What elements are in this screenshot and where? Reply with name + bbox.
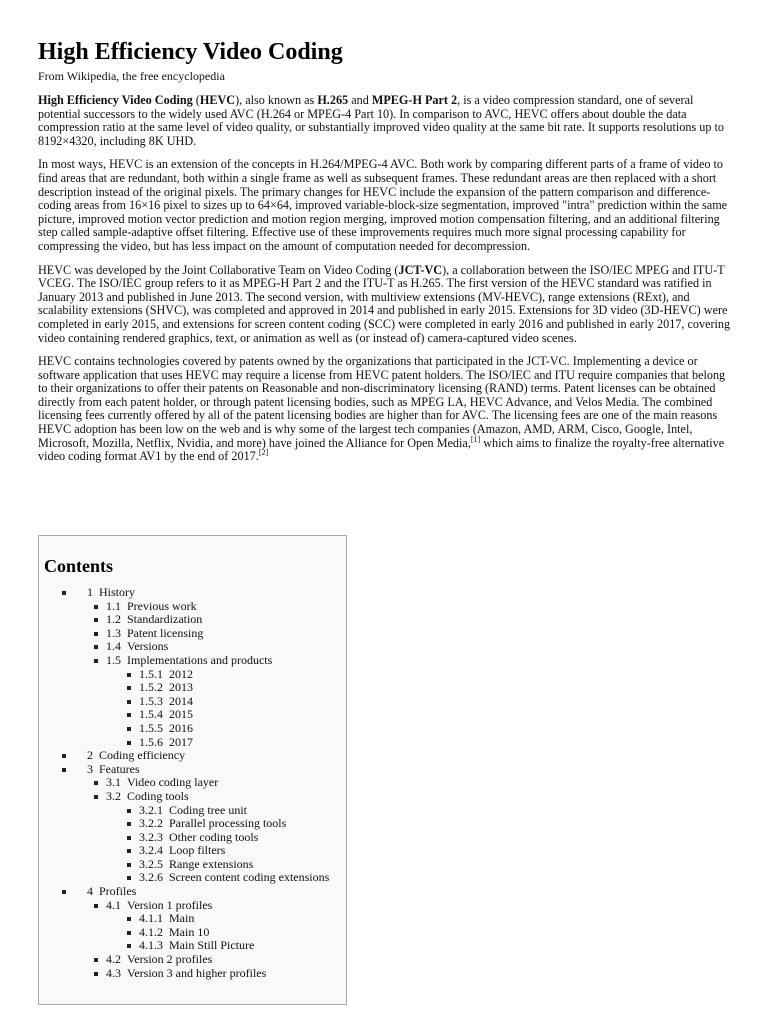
text: HEVC was developed by the Joint Collaborative Team on Video Coding (: [38, 262, 399, 277]
toc-item-number: 4: [87, 884, 93, 899]
toc-item-number: 3.2.4: [139, 843, 163, 858]
paragraph-patents: [38, 355, 732, 464]
toc-item-number: 1.5.1: [139, 666, 163, 681]
paragraph-intro: [38, 94, 732, 148]
toc-item-label: Main Still Picture: [169, 938, 255, 953]
toc-item[interactable]: [39, 708, 346, 722]
toc-item[interactable]: [39, 600, 346, 614]
toc-item-number: 3.2.6: [139, 870, 163, 885]
toc-item[interactable]: [39, 613, 346, 627]
toc-item-number: 1.5.2: [139, 680, 163, 695]
toc-item[interactable]: [39, 817, 346, 831]
toc-item[interactable]: [39, 831, 346, 845]
toc-list: [39, 586, 346, 980]
toc-item-label: Other coding tools: [169, 829, 259, 844]
toc-item-label: Profiles: [99, 884, 137, 899]
bold-term: H.265: [317, 93, 349, 107]
text: ), also known as: [235, 93, 318, 107]
toc-item[interactable]: [39, 736, 346, 750]
toc-item-label: Parallel processing tools: [169, 816, 287, 831]
toc-item-number: 1.3: [106, 625, 121, 640]
toc-item-label: Version 2 profiles: [127, 952, 213, 967]
bold-term: MPEG-H Part 2: [371, 93, 458, 107]
toc-item-number: 3.2.1: [139, 802, 163, 817]
toc-item-label: 2017: [169, 734, 193, 749]
toc-item-number: 1.5: [106, 652, 121, 667]
page-title: High Efficiency Video Coding: [38, 39, 343, 65]
toc-item[interactable]: [39, 695, 346, 709]
toc-item-number: 2: [87, 748, 93, 763]
toc-item[interactable]: [39, 885, 346, 899]
toc-item-label: Coding efficiency: [99, 748, 186, 763]
toc-item-number: 4.1: [106, 897, 121, 912]
toc-item-number: 3.2.5: [139, 856, 163, 871]
toc-item[interactable]: [39, 681, 346, 695]
toc-item-number: 1.5.6: [139, 734, 163, 749]
toc-item[interactable]: [39, 953, 346, 967]
toc-item-label: 2013: [169, 680, 193, 695]
toc-item-number: 3.2.2: [139, 816, 163, 831]
toc-item-label: Implementations and products: [127, 652, 273, 667]
toc-item-number: 3.1: [106, 775, 121, 790]
text: (: [192, 93, 200, 107]
toc-item-number: 1.1: [106, 598, 121, 613]
toc-heading: Contents: [44, 556, 114, 576]
toc-item[interactable]: [39, 871, 346, 885]
toc-item-label: Video coding layer: [127, 775, 219, 790]
toc-item[interactable]: [39, 640, 346, 654]
text: , is a video compression standard, one of several potential successors to the widely used AVC (H.264 or MPEG-4 Part 10). In comparison to AVC, HEVC offers about double the data compression ratio at the same level of video quality, or substantially improved video quality at the same bit rate. It supports resolutions up to 8192×4320, including 8K UHD.: [38, 93, 724, 148]
toc-item-number: 3.2: [106, 788, 121, 803]
toc-item-label: Coding tools: [127, 788, 189, 803]
tagline: From Wikipedia, the free encyclopedia: [38, 69, 225, 83]
bold-term: HEVC: [199, 93, 236, 107]
toc-item-label: 2012: [169, 666, 193, 681]
toc-item-label: Main: [169, 911, 195, 926]
toc-item[interactable]: [39, 749, 346, 763]
toc-item-label: Features: [99, 761, 140, 776]
toc-item[interactable]: [39, 912, 346, 926]
toc-item[interactable]: [39, 899, 346, 913]
toc-item-number: 4.1.2: [139, 924, 163, 939]
toc-item-label: Previous work: [127, 598, 197, 613]
toc-item-number: 3.2.3: [139, 829, 163, 844]
toc-item[interactable]: [39, 763, 346, 777]
toc-item-number: 3: [87, 761, 93, 776]
toc-item-number: 1.2: [106, 612, 121, 627]
toc-item-label: Patent licensing: [127, 625, 204, 640]
toc-item-label: Loop filters: [169, 843, 226, 858]
toc-item[interactable]: [39, 790, 346, 804]
toc-item-number: 4.1.3: [139, 938, 163, 953]
table-of-contents: [38, 535, 347, 1005]
toc-item-label: 2015: [169, 707, 193, 722]
toc-item-number: 1.5.4: [139, 707, 163, 722]
text: and: [348, 93, 372, 107]
toc-item-number: 1.5.5: [139, 720, 163, 735]
toc-item[interactable]: [39, 926, 346, 940]
toc-item-label: Screen content coding extensions: [169, 870, 330, 885]
toc-item[interactable]: [39, 939, 346, 953]
text: HEVC contains technologies covered by patents owned by the organizations that participated in the JCT-VC. Implementing a device or software application that uses HEVC may require a license from HEVC patent holders. The ISO/IEC and ITU require companies that belong to their organizations to offer their patents on Reasonable and non-discriminatory licensing (RAND) terms. Patent licenses can be obtained directly from each patent holder, or through patent licensing bodies, such as MPEG LA, HEVC Advance, and Velos Media. The combined licensing fees currently offered by all of the patent licensing bodies are higher than for AVC. The licensing fees are one of the main reasons HEVC adoption has been low on the web and is why some of the largest tech companies (Amazon, AMD, ARM, Cisco, Google, Intel, Microsoft, Mozilla, Netflix, Nvidia, and more) have joined the Alliance for Open Media,: [38, 354, 726, 450]
toc-item[interactable]: [39, 586, 346, 600]
toc-item-label: History: [99, 585, 135, 599]
text: ), a collaboration between the ISO/IEC MPEG and ITU-T VCEG. The ISO/IEC group refers to it as MPEG-H Part 2 and the ITU-T as H.265. The first version of the HEVC standard was ratified in January 2013 and published in June 2013. The second version, with multiview extensions (MV-HEVC), range extensions (RExt), and scalability extensions (SHVC), was completed and approved in 2014 and published in early 2015. Extensions for 3D video (3D-HEVC) were completed in early 2015, and extensions for screen content coding (SCC) were completed in early 2016 and published in early 2017, covering video containing rendered graphics, text, or animation as well as (or instead of) camera-captured video scenes.: [38, 262, 731, 345]
toc-item[interactable]: [39, 967, 346, 981]
toc-item[interactable]: [39, 654, 346, 668]
toc-item[interactable]: [39, 776, 346, 790]
toc-item[interactable]: [39, 627, 346, 641]
toc-item-label: Version 1 profiles: [127, 897, 213, 912]
toc-item-number: 4.3: [106, 965, 121, 980]
paragraph-overview: In most ways, HEVC is an extension of the concepts in H.264/MPEG-4 AVC. Both work by comparing different parts of a frame of video to find areas that are redundant, both within a single frame as well as subsequent frames. These redundant areas are then replaced with a short description instead of the original pixels. The primary changes for HEVC include the expansion of the pattern comparison and difference-coding areas from 16×16 pixel to sizes up to 64×64, improved variable-block-size segmentation, improved "intra" prediction within the same picture, improved motion vector prediction and motion region merging, improved motion compensation filtering, and an additional filtering step called sample-adaptive offset filtering. Effective use of these improvements requires much more signal processing capability for compressing the video, but has less impact on the amount of computation needed for decompression.: [38, 157, 728, 253]
toc-item-number: 4.1.1: [139, 911, 163, 926]
toc-item-number: 1: [87, 585, 93, 599]
toc-item-label: Standardization: [127, 612, 203, 627]
toc-item-label: 2016: [169, 720, 193, 735]
toc-item-number: 1.4: [106, 639, 121, 654]
toc-item-label: Main 10: [169, 924, 210, 939]
toc-item-number: 1.5.3: [139, 693, 163, 708]
toc-item-label: Range extensions: [169, 856, 254, 871]
reference-link[interactable]: [2]: [258, 448, 269, 458]
toc-item[interactable]: [39, 858, 346, 872]
bold-term: High Efficiency Video Coding: [38, 93, 193, 107]
paragraph-development: [38, 264, 732, 346]
toc-item-label: Versions: [127, 639, 169, 654]
toc-item-label: 2014: [169, 693, 193, 708]
toc-item-label: Version 3 and higher profiles: [127, 965, 267, 980]
article: [38, 38, 732, 474]
toc-item[interactable]: [39, 668, 346, 682]
bold-term: JCT-VC: [398, 262, 443, 277]
text: which aims to finalize the royalty-free alternative video coding format AV1 by the end of 2017.: [38, 435, 725, 464]
toc-item[interactable]: [39, 804, 346, 818]
toc-item-number: 4.2: [106, 952, 121, 967]
toc-item[interactable]: [39, 722, 346, 736]
toc-item-label: Coding tree unit: [169, 802, 247, 817]
toc-item[interactable]: [39, 844, 346, 858]
reference-link[interactable]: [1]: [470, 434, 481, 444]
